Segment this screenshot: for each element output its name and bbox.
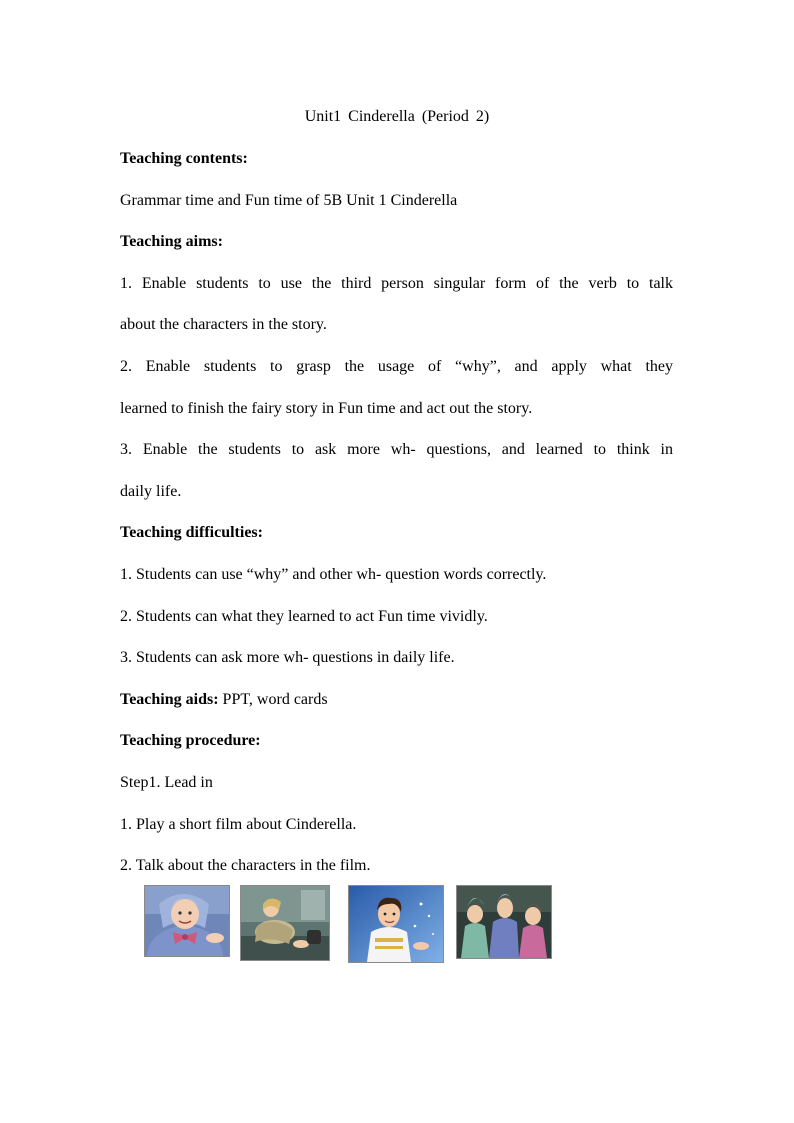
teaching-difficulties-heading: Teaching difficulties:: [120, 524, 263, 541]
aim-3-line-1: 3. Enable the students to ask more wh- questions, and learned to think in: [120, 441, 673, 458]
teaching-procedure-heading: Teaching procedure:: [120, 732, 261, 749]
aim-2-line-1: 2. Enable students to grasp the usage of “why”, and apply what they: [120, 358, 673, 375]
character-pictures: [0, 885, 794, 965]
page-title: Unit1 Cinderella (Period 2): [304, 108, 490, 125]
teaching-aims-heading: Teaching aims:: [120, 233, 223, 250]
teaching-aids-heading: Teaching aids:: [120, 691, 219, 708]
stepfamily-picture: [456, 885, 552, 959]
aim-3-line-2: daily life.: [120, 483, 182, 500]
difficulty-1: 1. Students can use “why” and other wh- question words correctly.: [120, 566, 547, 583]
prince-picture: [348, 885, 444, 963]
cinderella-picture: [240, 885, 330, 961]
difficulty-2: 2. Students can what they learned to act Fun time vividly.: [120, 608, 488, 625]
aim-1-line-2: about the characters in the story.: [120, 316, 327, 333]
step-1-item-1: 1. Play a short film about Cinderella.: [120, 816, 357, 833]
teaching-aids-text: PPT, word cards: [218, 691, 328, 708]
teaching-contents-heading: Teaching contents:: [120, 150, 248, 167]
difficulty-3: 3. Students can ask more wh- questions in daily life.: [120, 649, 455, 666]
fairy-godmother-picture: [144, 885, 230, 957]
step-1-item-2: 2. Talk about the characters in the film.: [120, 857, 371, 874]
aim-1-line-1: 1. Enable students to use the third person singular form of the verb to talk: [120, 275, 673, 292]
aim-2-line-2: learned to finish the fairy story in Fun time and act out the story.: [120, 400, 533, 417]
teaching-contents-text: Grammar time and Fun time of 5B Unit 1 Cinderella: [120, 192, 458, 209]
teaching-aids-line: [120, 689, 673, 711]
step-1-heading: Step1. Lead in: [120, 774, 213, 791]
